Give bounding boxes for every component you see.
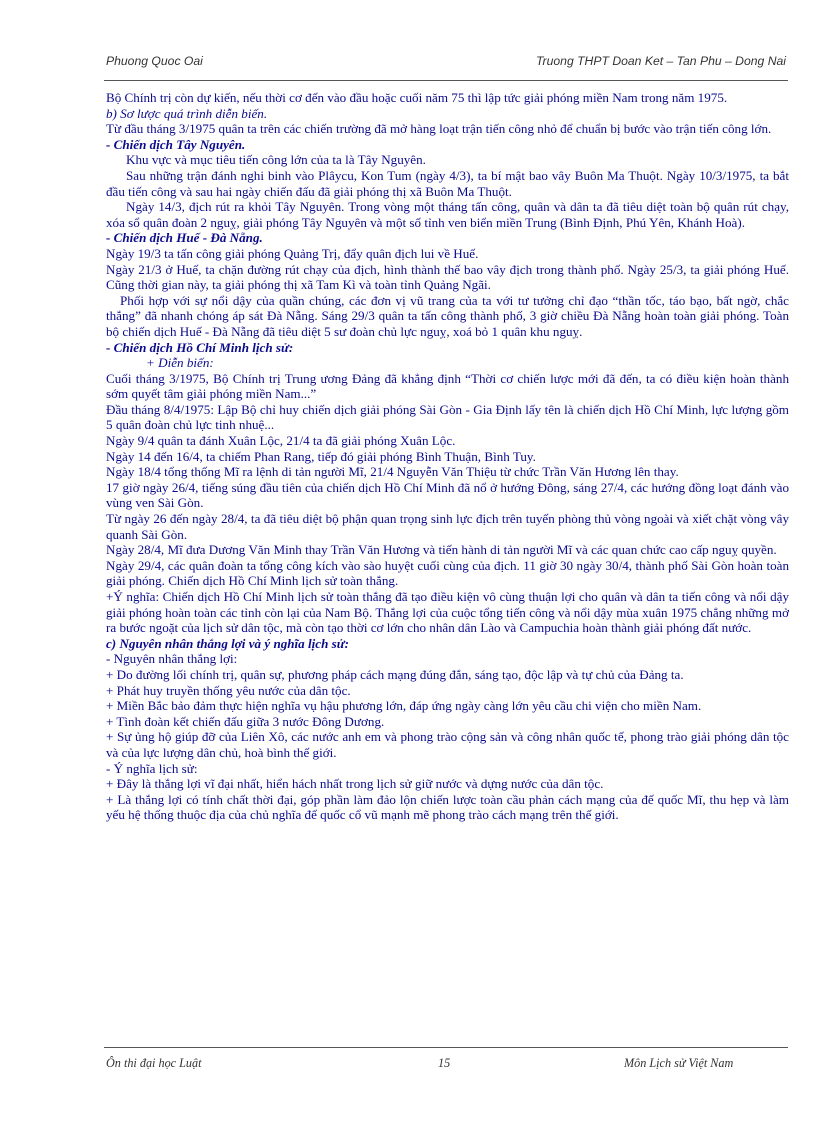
section-heading: - Chiến dịch Huế - Đà Nẵng. [106,230,263,246]
document-body [106,90,789,823]
paragraph: 17 giờ ngày 26/4, tiếng súng đầu tiên của chiến dịch Hồ Chí Minh đã nổ ở hướng Đông, sáng 27/4, các hướng đồng loạt đánh vào vùng ven Sài Gòn. [106,479,789,511]
paragraph: + Tình đoàn kết chiến đấu giữa 3 nước Đông Dương. [106,713,385,729]
paragraph: Ngày 19/3 ta tấn công giải phóng Quảng Trị, đẩy quân địch lui về Huế. [106,245,479,261]
paragraph: Đầu tháng 8/4/1975: Lập Bộ chỉ huy chiến dịch giải phóng Sài Gòn - Gia Định lấy tên là chiến dịch Hồ Chí Minh, lực lượng gồm 5 quân đoàn chủ lực tinh nhuệ... [106,401,789,433]
paragraph: Phối hợp với sự nổi dậy của quần chúng, các đơn vị vũ trang của ta với tư tưởng chỉ đạo “thần tốc, táo bạo, bất ngờ, chắc thắng” đã nhanh chóng áp sát Đà Nẵng. Sáng 29/3 quân ta tấn công thành phố, 3 giờ chiều Đà Nẵng hoàn toàn giải phóng. Toàn bộ chiến dịch Huế - Đà Nẵng đã tiêu diệt 5 sư đoàn chủ lực nguỵ, xoá bỏ 1 quân khu nguỵ. [106,292,789,339]
paragraph: Ngày 9/4 quân ta đánh Xuân Lộc, 21/4 ta đã giải phóng Xuân Lộc. [106,433,456,449]
paragraph: + Đây là thắng lợi vĩ đại nhất, hiển hách nhất trong lịch sử giữ nước và dựng nước của dân tộc. [106,776,604,792]
paragraph: b) Sơ lược quá trình diễn biến. [106,105,268,121]
footer-course: Ôn thi đại học Luật [106,1056,202,1070]
paragraph: - Ý nghĩa lịch sử: [106,760,198,776]
header-author: Phuong Quoc Oai [106,54,203,68]
page-number: 15 [438,1056,451,1070]
page-header [106,54,786,74]
paragraph: + Là thắng lợi có tính chất thời đại, góp phần làm đảo lộn chiến lược toàn cầu phản cách mạng của đế quốc Mĩ, thu hẹp và làm yếu hệ thống thuộc địa của chủ nghĩa đế quốc cổ vũ mạnh mẽ phong trào cách mạng trên thế giới. [106,791,789,823]
paragraph: Ngày 18/4 tổng thống Mĩ ra lệnh di tản người Mĩ, 21/4 Nguyễn Văn Thiệu từ chức Trần Văn Hương lên thay. [106,464,679,480]
paragraph: Ngày 28/4, Mĩ đưa Dương Văn Minh thay Trần Văn Hương và tiến hành di tản người Mĩ và các quan chức cao cấp nguỵ quyền. [106,542,777,558]
paragraph: + Miền Bắc bảo đảm thực hiện nghĩa vụ hậu phương lớn, đáp ứng ngày càng lớn yêu cầu chi viện cho miền Nam. [106,698,702,714]
paragraph: Cuối tháng 3/1975, Bộ Chính trị Trung ương Đảng đã khẳng định “Thời cơ chiến lược mới đã đến, ta có điều kiện hoàn thành sớm quyết tâm giải phóng miền Nam...” [106,370,789,402]
paragraph: + Phát huy truyền thống yêu nước của dân tộc. [106,682,351,698]
section-heading: - Chiến dịch Tây Nguyên. [106,136,246,152]
paragraph: + Do đường lối chính trị, quân sự, phương pháp cách mạng đúng đắn, sáng tạo, độc lập và tự chủ của Đảng ta. [106,666,684,682]
page-footer [104,1056,788,1076]
footer-rule [104,1047,788,1048]
paragraph: + Diễn biến: [146,355,214,371]
paragraph: Khu vực và mục tiêu tiến công lớn của ta là Tây Nguyên. [126,152,426,168]
paragraph: Từ đầu tháng 3/1975 quân ta trên các chiến trường đã mở hàng loạt trận tiến công nhỏ để chuẩn bị bước vào trận tiến công lớn. [106,121,772,137]
paragraph: - Nguyên nhân thắng lợi: [106,651,238,667]
paragraph: Ngày 14/3, địch rút ra khỏi Tây Nguyên. Trong vòng một tháng tấn công, quân và dân ta đã tiêu diệt toàn bộ quân rút chạy, xóa sổ quân đoàn 2 nguỵ, giải phóng Tây Nguyên và một số tỉnh ven biển miền Trung (Bình Định, Phú Yên, Khánh Hoà). [106,199,789,230]
section-heading: c) Nguyên nhân thắng lợi và ý nghĩa lịch sử: [106,635,349,651]
paragraph: Bộ Chính trị còn dự kiến, nếu thời cơ đến vào đầu hoặc cuối năm 75 thì lập tức giải phóng miền Nam trong năm 1975. [106,90,728,105]
paragraph: Ngày 21/3 ở Huế, ta chặn đường rút chạy của địch, hình thành thế bao vây địch trong thành phố. Ngày 25/3, ta giải phóng Huế. Cũng thời gian này, ta giải phóng thị xã Tam Kì và toàn tỉnh Quảng Ngãi. [106,261,789,293]
paragraph: Ngày 29/4, các quân đoàn ta tổng công kích vào sào huyệt cuối cùng của địch. 11 giờ 30 ngày 30/4, thành phố Sài Gòn hoàn toàn giải phóng. Chiến dịch Hồ Chí Minh lịch sử toàn thắng. [106,557,789,589]
paragraph: Ngày 14 đến 16/4, ta chiếm Phan Rang, tiếp đó giải phóng Bình Thuận, Bình Tuy. [106,448,536,464]
header-school: Truong THPT Doan Ket – Tan Phu – Dong Nai [536,54,786,68]
paragraph: Sau những trận đánh nghi binh vào Plâycu, Kon Tum (ngày 4/3), ta bí mật bao vây Buôn Ma Thuột. Ngày 10/3/1975, ta bắt đầu tiến công và sau hai ngày chiến đấu đã giải phóng thị xã Buôn Ma Thuột. [106,167,789,199]
header-rule [104,80,788,81]
paragraph: Từ ngày 26 đến ngày 28/4, ta đã tiêu diệt bộ phận quan trọng sinh lực địch trên tuyến phòng thủ vòng ngoài và xiết chặt vòng vây quanh Sài Gòn. [106,511,789,542]
paragraph: +Ý nghĩa: Chiến dịch Hồ Chí Minh lịch sử toàn thắng đã tạo điều kiện vô cùng thuận lợi cho quân và dân ta tiến công và nổi dậy giải phóng hoàn toàn các tỉnh còn lại của Nam Bộ. Thắng lợi của cuộc tổng tiến công và nổi dậy mùa xuân 1975 chẳng những mở ra bước ngoặt của lịch sử dân tộc, mà còn tạo thời cơ lớn cho nhân dân Lào và Campuchia hoàn thành giải phóng đất nước. [106,589,789,636]
footer-subject: Môn Lịch sử Việt Nam [624,1056,734,1070]
paragraph: + Sự ủng hộ giúp đỡ của Liên Xô, các nước anh em và phong trào cộng sản và công nhân quốc tế, phong trào giải phóng dân tộc và của lực lượng dân chủ, hoà bình thế giới. [106,729,789,760]
section-heading: - Chiến dịch Hồ Chí Minh lịch sử: [106,339,294,355]
